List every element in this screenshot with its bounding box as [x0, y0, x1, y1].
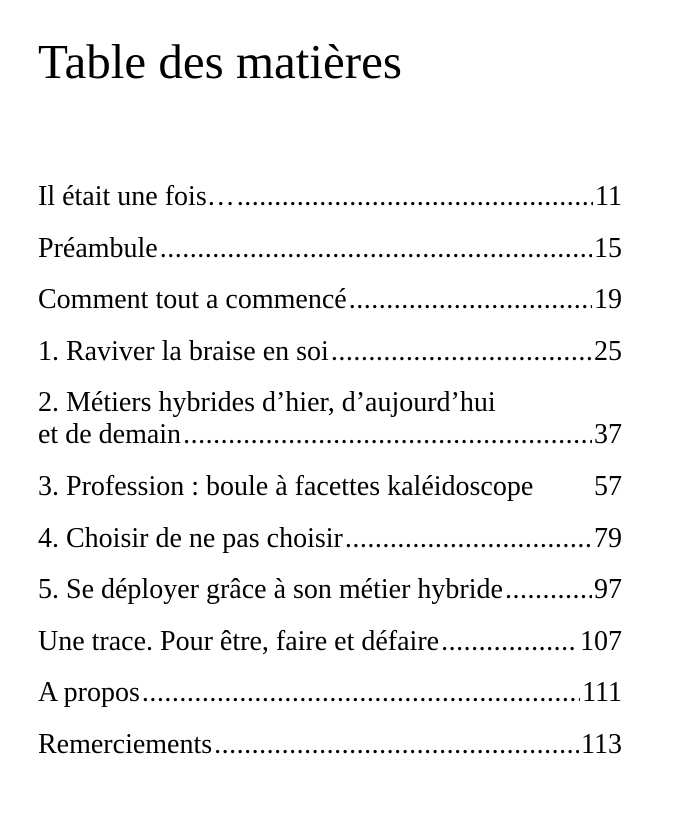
- dot-leader: [331, 336, 592, 368]
- toc-entry: [38, 233, 622, 265]
- toc-entry: [38, 336, 622, 368]
- dot-leader: [237, 181, 593, 213]
- toc-entry-label: Remerciements: [38, 728, 213, 760]
- dot-leader: [345, 523, 592, 555]
- toc-entry: [38, 284, 622, 316]
- dot-leader: [505, 574, 592, 606]
- table-of-contents: [38, 181, 622, 781]
- toc-entry: [38, 677, 622, 709]
- toc-entry-label: Il était une fois…: [38, 181, 235, 212]
- toc-entry: [38, 574, 622, 606]
- toc-entry-label: 5. Se déployer grâce à son métier hybride: [38, 574, 503, 606]
- toc-entry-label: 4. Choisir de ne pas choisir: [38, 522, 343, 554]
- toc-entry-label: 1. Raviver la braise en soi: [38, 335, 329, 367]
- dot-leader: [183, 419, 592, 451]
- dot-leader: [160, 233, 592, 265]
- toc-entry-label: 3. Profession : boule à facettes kaléidoscope: [38, 470, 534, 502]
- toc-entry-page: 11: [595, 181, 622, 212]
- toc-entry-page: 97: [594, 574, 622, 606]
- dot-leader: [142, 677, 580, 709]
- toc-entry: [38, 729, 622, 761]
- dot-leader: [441, 626, 578, 658]
- toc-entry: [38, 471, 622, 503]
- toc-entry-page: 107: [580, 625, 622, 657]
- toc-entry-label: Une trace. Pour être, faire et défaire: [38, 625, 440, 657]
- toc-entry-page: 57: [594, 470, 622, 502]
- toc-entry-page: 15: [594, 232, 622, 264]
- toc-entry: [38, 387, 622, 451]
- toc-entry-label: A propos: [38, 677, 140, 709]
- toc-entry-page: 113: [581, 728, 622, 760]
- toc-entry-page: 37: [594, 419, 622, 451]
- toc-entry: [38, 523, 622, 555]
- toc-entry-label-line2: et de demain: [38, 419, 182, 451]
- toc-entry-page: 79: [594, 522, 622, 554]
- page-title: Table des matières: [38, 34, 402, 89]
- dot-leader: [349, 284, 592, 316]
- dot-leader: [214, 729, 579, 761]
- toc-entry-page: 111: [582, 677, 622, 709]
- toc-entry-page: 19: [594, 284, 622, 316]
- toc-entry-label: Comment tout a commencé: [38, 284, 347, 316]
- toc-entry: [38, 181, 622, 213]
- toc-entry-label-line1: 2. Métiers hybrides d’hier, d’aujourd’hui: [38, 387, 496, 419]
- toc-entry-label: Préambule: [38, 232, 158, 264]
- toc-entry: [38, 626, 622, 658]
- toc-entry-page: 25: [594, 335, 622, 367]
